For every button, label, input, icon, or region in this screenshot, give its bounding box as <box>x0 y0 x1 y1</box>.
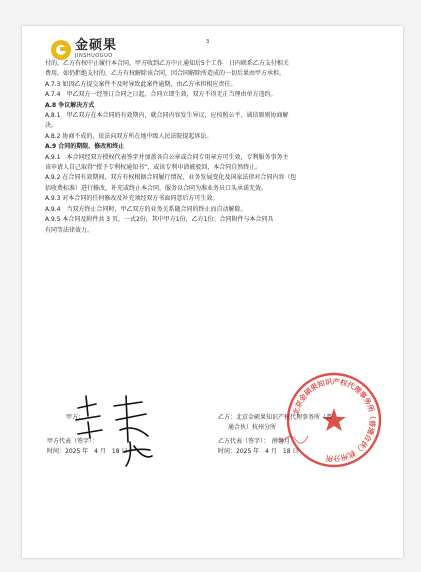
company-logo <box>50 39 117 61</box>
contract-body <box>45 59 390 236</box>
body-line: 付的，乙方有权中止履行本合同。甲方收到乙方中止通知后5个工作 日内联系乙方支付相关 <box>45 60 289 67</box>
body-line: A.7.4 甲乙双方一经签订合同之日起，合同立即生效，双方不得无正当理由单方违约。 <box>45 91 277 99</box>
body-line: A.9.1 本合同经双方授权代表签字并加盖各自公章或合同专用章方可生效，专利服务事务主 <box>45 153 289 161</box>
logo-name: 金硕果 <box>75 38 118 53</box>
body-line: 括收费标准）进行修改，补充或终止本合同，服务以合同为准业务员口头承诺无效。 <box>45 184 268 192</box>
body-line: A.8.1 甲乙双方在本合同的有效期内，就合同内容发生异议，应按照公平、诚信原则协商解 <box>45 112 289 120</box>
body-line: A.9.3 对本合同的任何修改及补充须经双方书面同意后方可生效。 <box>45 195 219 203</box>
body-line: 决。 <box>45 122 58 130</box>
logo-subname: JINSHUOGUO <box>75 53 113 59</box>
body-line: A.8.2 协商不成的，依法向双方所在地中级人民法院提起诉讼。 <box>45 132 213 140</box>
party-a-date: 时间：2025 年 4 月 18 日 <box>47 448 128 455</box>
body-line: A.9.5 本合同及附件共 3 页，一式2份，其中甲方1份，乙方1份。合同附件与本合同具 <box>45 216 274 224</box>
party-a-representative: 甲方代表（签字）： <box>47 438 99 445</box>
section-heading: A.8 争议解决方式 <box>45 101 95 109</box>
body-line: 费用，如仍拒绝支付的，乙方有权解除该合同，因合同解除所造成的一切后果由甲方承担。 <box>45 70 286 78</box>
section-heading: A.9 合同的期限、修改和终止 <box>45 143 125 151</box>
body-line: A.7.3 如因乙方提交案件不及时导致此案件逾期，由乙方承担相应责任。 <box>45 80 237 88</box>
body-line: 有同等法律效力。 <box>45 226 94 234</box>
logo-mark-icon <box>50 39 72 61</box>
party-b-label-cont: 通合伙）杭州分所 <box>228 424 277 431</box>
seal-ring-text: 北京金硕果知识产权代理事务所（普通合伙）杭州分所 <box>291 376 378 464</box>
party-b-label: 乙方：北京金硕果知识产权代理事务所（普 <box>218 414 333 421</box>
party-a-handwritten-signature <box>66 386 176 476</box>
body-line: A.9.2 在合同有效期间，双方有权根据合同履行情况、业务发展变化及国家法律对合同内容（包 <box>45 174 297 182</box>
body-line: A.9.4 当双方终止合同时，甲乙双方的业务关系随合同的终止而自动解除。 <box>45 205 247 213</box>
party-b-date: 时间：2025 年 4 月 18 日 <box>218 448 299 455</box>
document-page <box>22 26 403 558</box>
party-a-label: 甲方： <box>66 414 85 421</box>
body-line: 该申请人自己取得“授予专利权通知书”，或该专利申请被驳回，本合同自然终止。 <box>45 164 262 172</box>
party-b-representative: 乙方代表（签字）： 薛馨月 <box>218 438 291 445</box>
page-number: 3 <box>206 39 210 45</box>
